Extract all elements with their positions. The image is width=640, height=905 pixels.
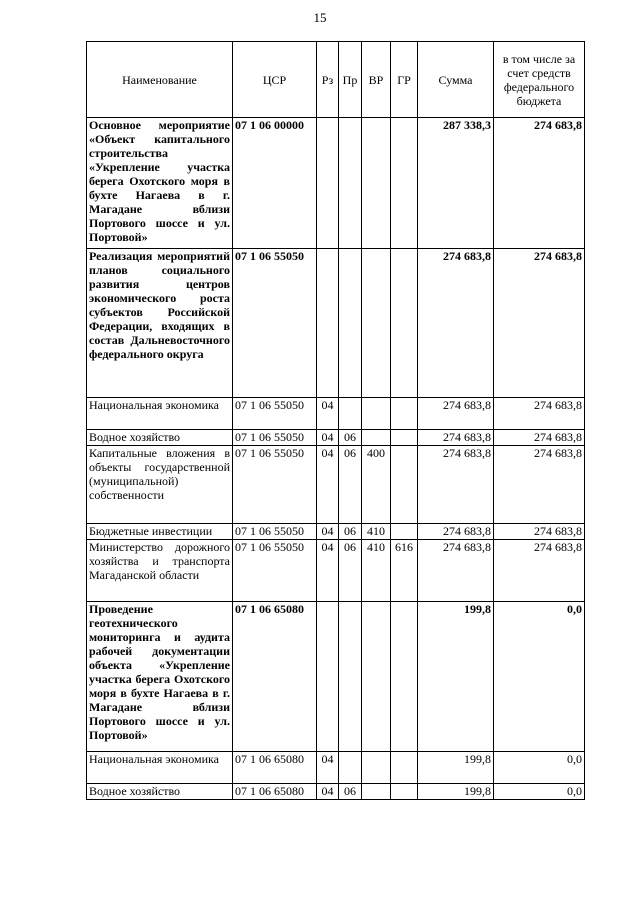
row-name: Водное хозяйство — [87, 784, 233, 800]
row-fed: 274 683,8 — [494, 524, 585, 540]
header-fed: в том числе за счет средств федерального бюджета — [494, 42, 585, 118]
row-rz: 04 — [317, 524, 339, 540]
row-csr: 07 1 06 55050 — [233, 446, 317, 524]
row-sum: 274 683,8 — [418, 446, 494, 524]
row-vr — [362, 118, 391, 249]
page-number: 15 — [313, 10, 327, 25]
row-name: Основное мероприятие «Объект капитального строительства «Укрепление участка берега Охотского моря в бухте Нагаева в г. Магадане вблизи Портового шоссе и ул. Портовой» — [87, 118, 233, 249]
table-row — [87, 446, 585, 524]
row-fed: 0,0 — [494, 784, 585, 800]
row-pr: 06 — [339, 524, 362, 540]
row-gr — [391, 398, 418, 430]
table-row — [87, 398, 585, 430]
row-csr: 07 1 06 65080 — [233, 784, 317, 800]
row-sum: 274 683,8 — [418, 398, 494, 430]
table-row — [87, 118, 585, 249]
row-gr — [391, 784, 418, 800]
row-fed: 274 683,8 — [494, 118, 585, 249]
row-csr: 07 1 06 65080 — [233, 602, 317, 752]
row-name: Водное хозяйство — [87, 430, 233, 446]
row-pr — [339, 752, 362, 784]
row-vr — [362, 430, 391, 446]
row-pr — [339, 398, 362, 430]
row-sum: 274 683,8 — [418, 540, 494, 602]
row-pr — [339, 602, 362, 752]
row-rz: 04 — [317, 430, 339, 446]
row-csr: 07 1 06 00000 — [233, 118, 317, 249]
row-name: Бюджетные инвестиции — [87, 524, 233, 540]
row-gr — [391, 118, 418, 249]
header-csr: ЦСР — [233, 42, 317, 118]
row-sum: 274 683,8 — [418, 249, 494, 398]
table-row — [87, 540, 585, 602]
row-fed: 274 683,8 — [494, 249, 585, 398]
row-pr: 06 — [339, 784, 362, 800]
table-row — [87, 524, 585, 540]
row-rz — [317, 118, 339, 249]
row-vr — [362, 752, 391, 784]
row-rz — [317, 602, 339, 752]
row-rz: 04 — [317, 446, 339, 524]
row-vr: 400 — [362, 446, 391, 524]
row-pr: 06 — [339, 446, 362, 524]
row-vr: 410 — [362, 524, 391, 540]
row-fed: 274 683,8 — [494, 446, 585, 524]
row-pr: 06 — [339, 430, 362, 446]
row-pr — [339, 118, 362, 249]
header-vr: ВР — [362, 42, 391, 118]
row-rz: 04 — [317, 540, 339, 602]
row-sum: 274 683,8 — [418, 430, 494, 446]
header-pr: Пр — [339, 42, 362, 118]
row-name: Проведение геотехнического мониторинга и аудита рабочей документации объекта «Укрепление участка берега Охотского моря в бухте Нагаева в г. Магадане вблизи Портового шоссе и ул. Портовой» — [87, 602, 233, 752]
row-gr — [391, 752, 418, 784]
row-vr: 410 — [362, 540, 391, 602]
row-sum: 274 683,8 — [418, 524, 494, 540]
row-gr — [391, 524, 418, 540]
row-csr: 07 1 06 55050 — [233, 430, 317, 446]
row-name: Национальная экономика — [87, 752, 233, 784]
row-name: Министерство дорожного хозяйства и транспорта Магаданской области — [87, 540, 233, 602]
budget-table — [86, 41, 585, 800]
row-rz — [317, 249, 339, 398]
row-fed: 0,0 — [494, 752, 585, 784]
row-rz: 04 — [317, 398, 339, 430]
row-sum: 287 338,3 — [418, 118, 494, 249]
row-pr — [339, 249, 362, 398]
row-sum: 199,8 — [418, 784, 494, 800]
row-gr — [391, 249, 418, 398]
row-pr: 06 — [339, 540, 362, 602]
row-sum: 199,8 — [418, 602, 494, 752]
row-csr: 07 1 06 55050 — [233, 398, 317, 430]
row-vr — [362, 602, 391, 752]
row-name: Капитальные вложения в объекты государственной (муниципальной) собственности — [87, 446, 233, 524]
row-fed: 274 683,8 — [494, 540, 585, 602]
row-gr: 616 — [391, 540, 418, 602]
row-name: Реализация мероприятий планов социального развития центров экономического роста субъектов Российской Федерации, входящих в состав Дальневосточного федерального округа — [87, 249, 233, 398]
row-name: Национальная экономика — [87, 398, 233, 430]
row-vr — [362, 398, 391, 430]
table-row — [87, 249, 585, 398]
row-fed: 274 683,8 — [494, 430, 585, 446]
row-fed: 0,0 — [494, 602, 585, 752]
row-csr: 07 1 06 55050 — [233, 524, 317, 540]
row-vr — [362, 784, 391, 800]
row-gr — [391, 446, 418, 524]
header-name: Наименование — [87, 42, 233, 118]
row-gr — [391, 602, 418, 752]
row-fed: 274 683,8 — [494, 398, 585, 430]
row-csr: 07 1 06 55050 — [233, 249, 317, 398]
row-vr — [362, 249, 391, 398]
row-csr: 07 1 06 65080 — [233, 752, 317, 784]
header-rz: Рз — [317, 42, 339, 118]
row-csr: 07 1 06 55050 — [233, 540, 317, 602]
header-sum: Сумма — [418, 42, 494, 118]
table-row — [87, 602, 585, 752]
row-rz: 04 — [317, 784, 339, 800]
table-row — [87, 430, 585, 446]
row-gr — [391, 430, 418, 446]
header-gr: ГР — [391, 42, 418, 118]
table-row — [87, 752, 585, 784]
row-rz: 04 — [317, 752, 339, 784]
row-sum: 199,8 — [418, 752, 494, 784]
table-row — [87, 784, 585, 800]
table-header-row — [87, 42, 585, 118]
